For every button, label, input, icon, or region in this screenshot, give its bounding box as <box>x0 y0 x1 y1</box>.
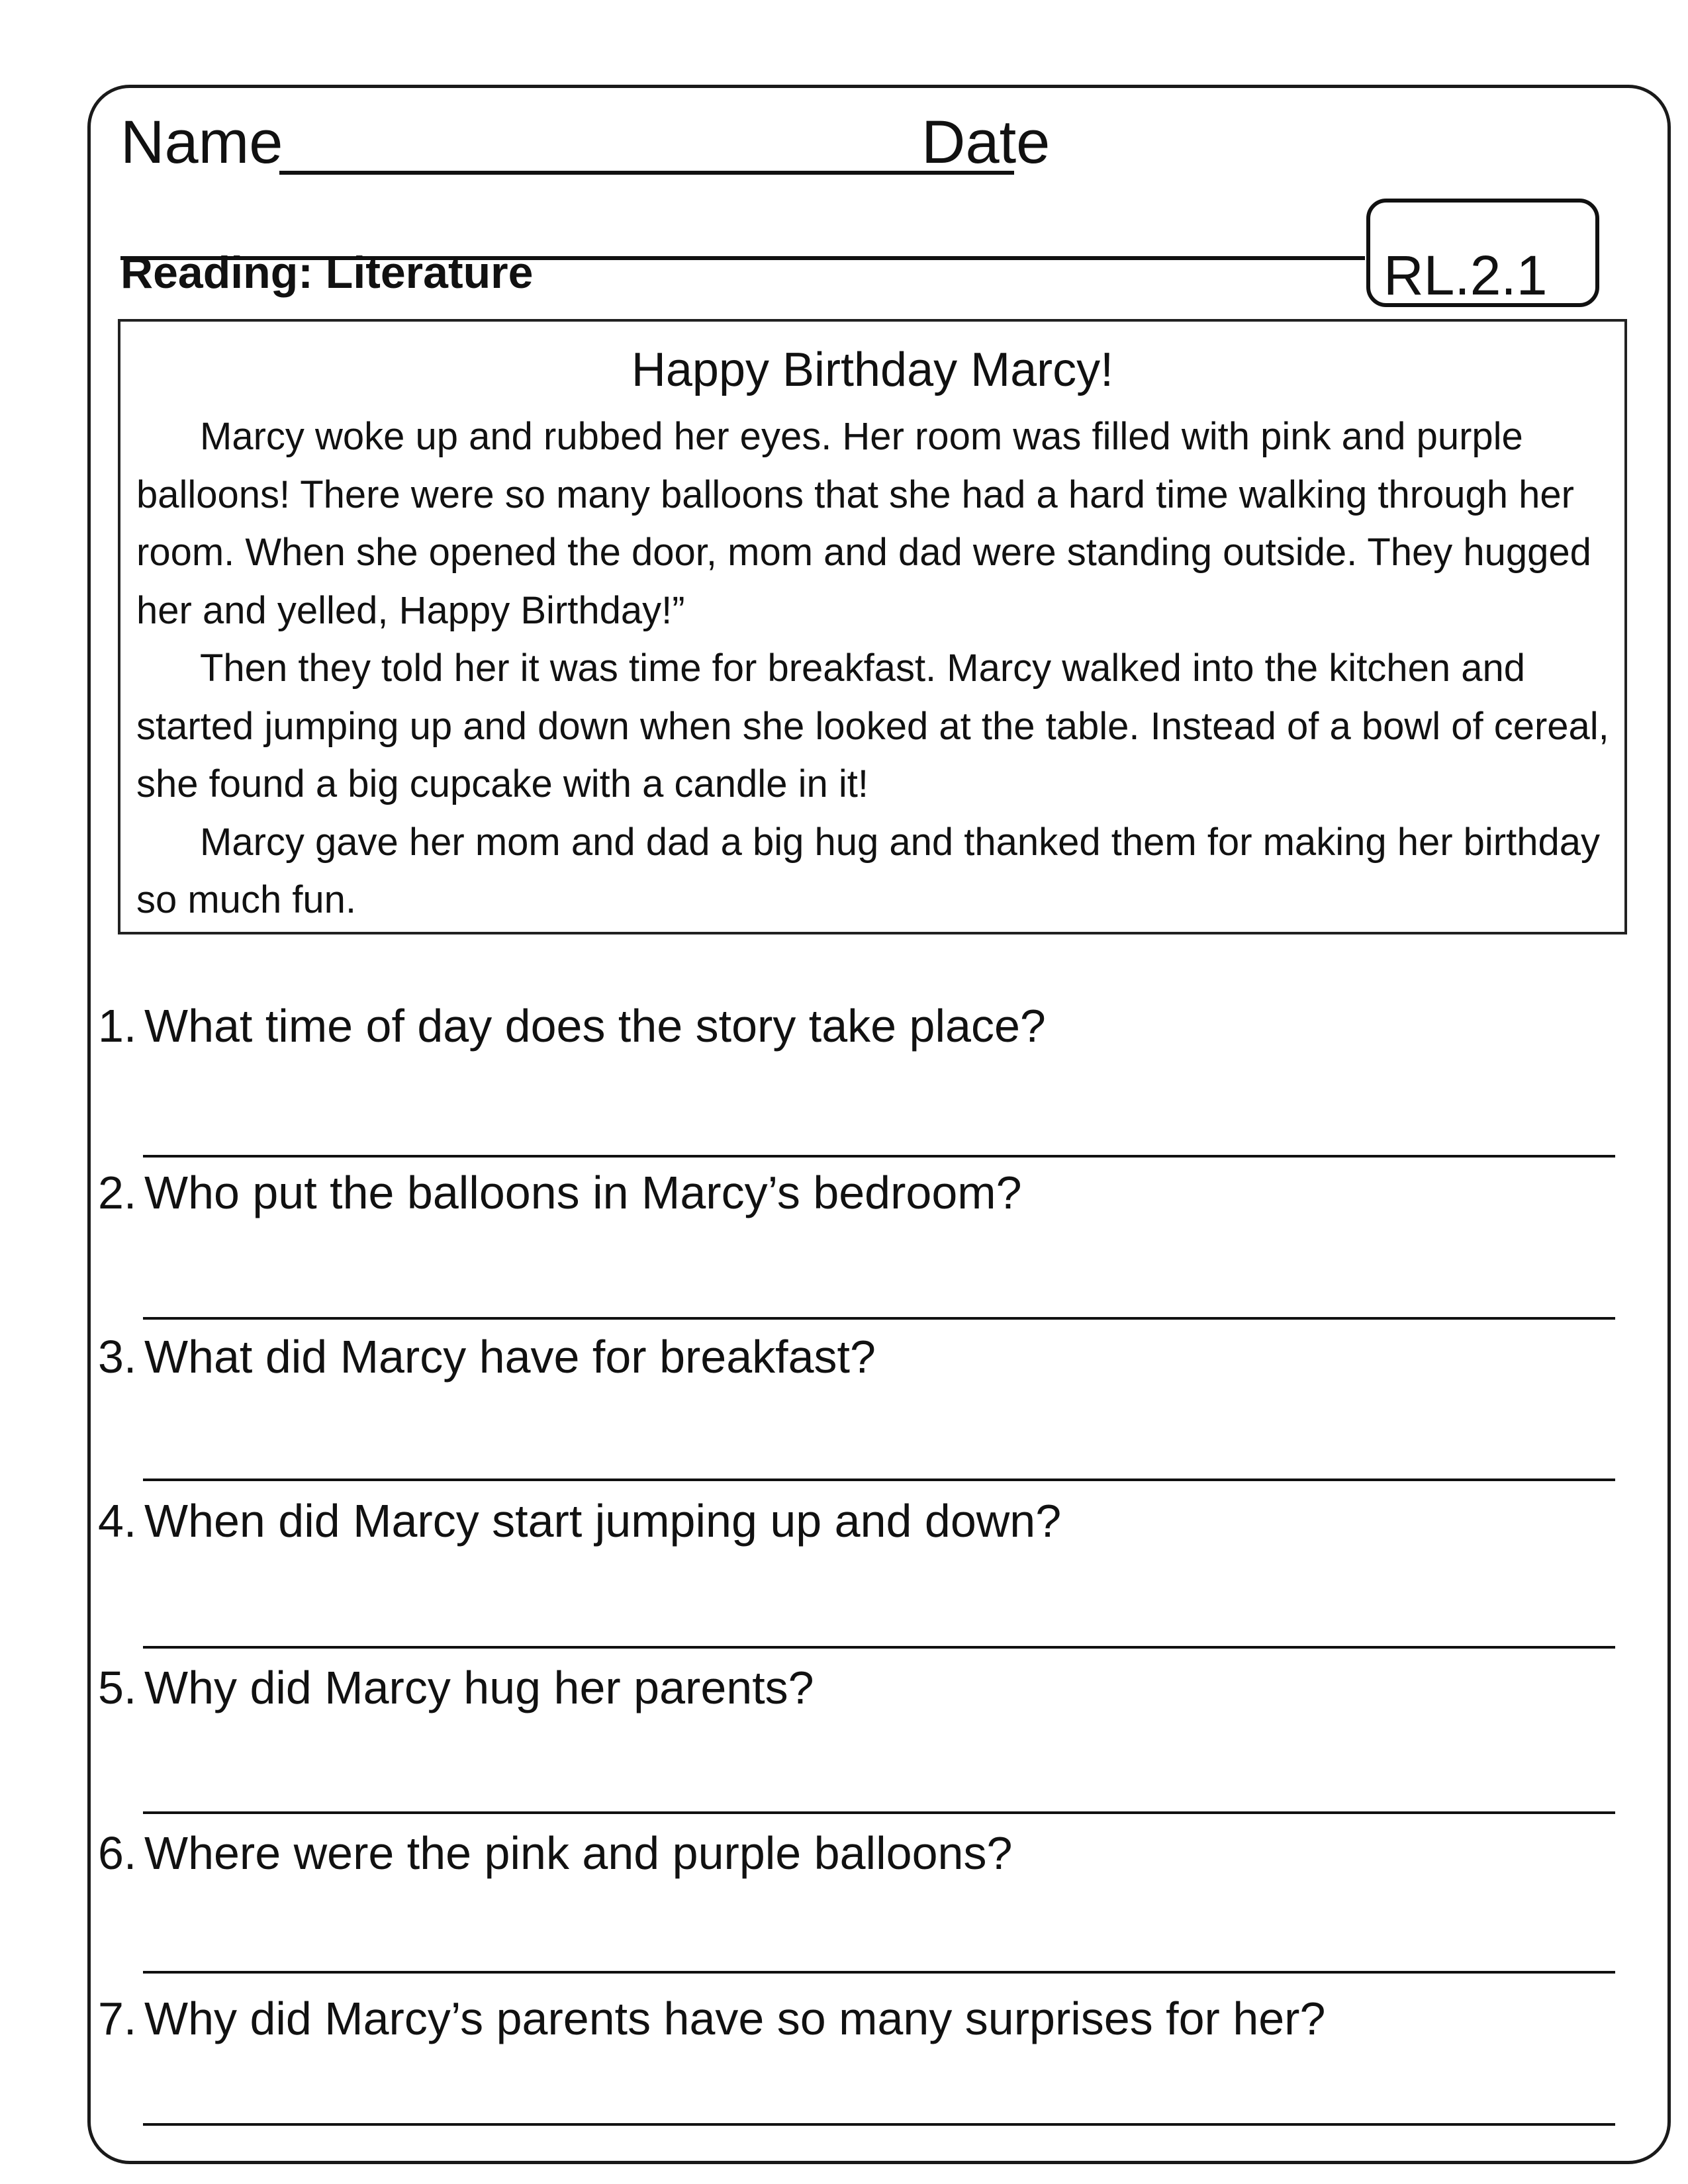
question-7 <box>98 1985 1620 2065</box>
standard-code: RL.2.1 <box>1383 244 1548 306</box>
question-number: 7. <box>98 1993 137 2044</box>
question-number: 3. <box>98 1331 137 1383</box>
name-blank-line[interactable] <box>279 171 1014 175</box>
question-text: Why did Marcy’s parents have so many surprises for her? <box>144 1993 1326 2044</box>
question-6 <box>98 1820 1620 1899</box>
question-4 <box>98 1488 1620 1567</box>
answer-line-2[interactable] <box>143 1317 1615 1320</box>
answer-line-3[interactable] <box>143 1479 1615 1481</box>
question-number: 5. <box>98 1662 137 1713</box>
section-label: Reading: Literature <box>120 248 534 298</box>
story-box <box>118 319 1627 934</box>
question-5 <box>98 1655 1620 1734</box>
question-number: 6. <box>98 1827 137 1879</box>
story-title: Happy Birthday Marcy! <box>631 343 1114 396</box>
question-number: 1. <box>98 1000 137 1052</box>
question-text: What time of day does the story take place? <box>144 1000 1046 1052</box>
question-number: 2. <box>98 1167 137 1218</box>
answer-line-5[interactable] <box>143 1811 1615 1814</box>
name-label: Name <box>120 109 283 176</box>
question-3 <box>98 1324 1620 1403</box>
date-label: Date <box>921 109 1051 176</box>
question-number: 4. <box>98 1495 137 1547</box>
answer-line-6[interactable] <box>143 1971 1615 1974</box>
story-paragraph: Then they told her it was time for breakfast. Marcy walked into the kitchen and started jumping up and down when she looked at the table. Instead of a bowl of cereal, she found a big cupcake with a candle in it! <box>136 647 1609 805</box>
question-1 <box>98 993 1620 1072</box>
question-text: What did Marcy have for breakfast? <box>144 1331 876 1383</box>
answer-line-7[interactable] <box>143 2123 1615 2126</box>
question-2 <box>98 1160 1620 1239</box>
question-text: Why did Marcy hug her parents? <box>144 1662 814 1713</box>
question-text: Where were the pink and purple balloons? <box>144 1827 1013 1879</box>
question-text: Who put the balloons in Marcy’s bedroom? <box>144 1167 1022 1218</box>
question-text: When did Marcy start jumping up and down? <box>144 1495 1062 1547</box>
standard-badge <box>1366 199 1599 307</box>
story-body <box>136 408 1613 929</box>
story-paragraph: Marcy gave her mom and dad a big hug and thanked them for making her birthday so much fun. <box>136 820 1600 921</box>
story-paragraph: Marcy woke up and rubbed her eyes. Her room was filled with pink and purple balloons! There were so many balloons that she had a hard time walking through her room. When she opened the door, mom and dad were standing outside. They hugged her and yelled, Happy Birthday!” <box>136 415 1591 632</box>
answer-line-4[interactable] <box>143 1646 1615 1649</box>
answer-line-1[interactable] <box>143 1155 1615 1158</box>
